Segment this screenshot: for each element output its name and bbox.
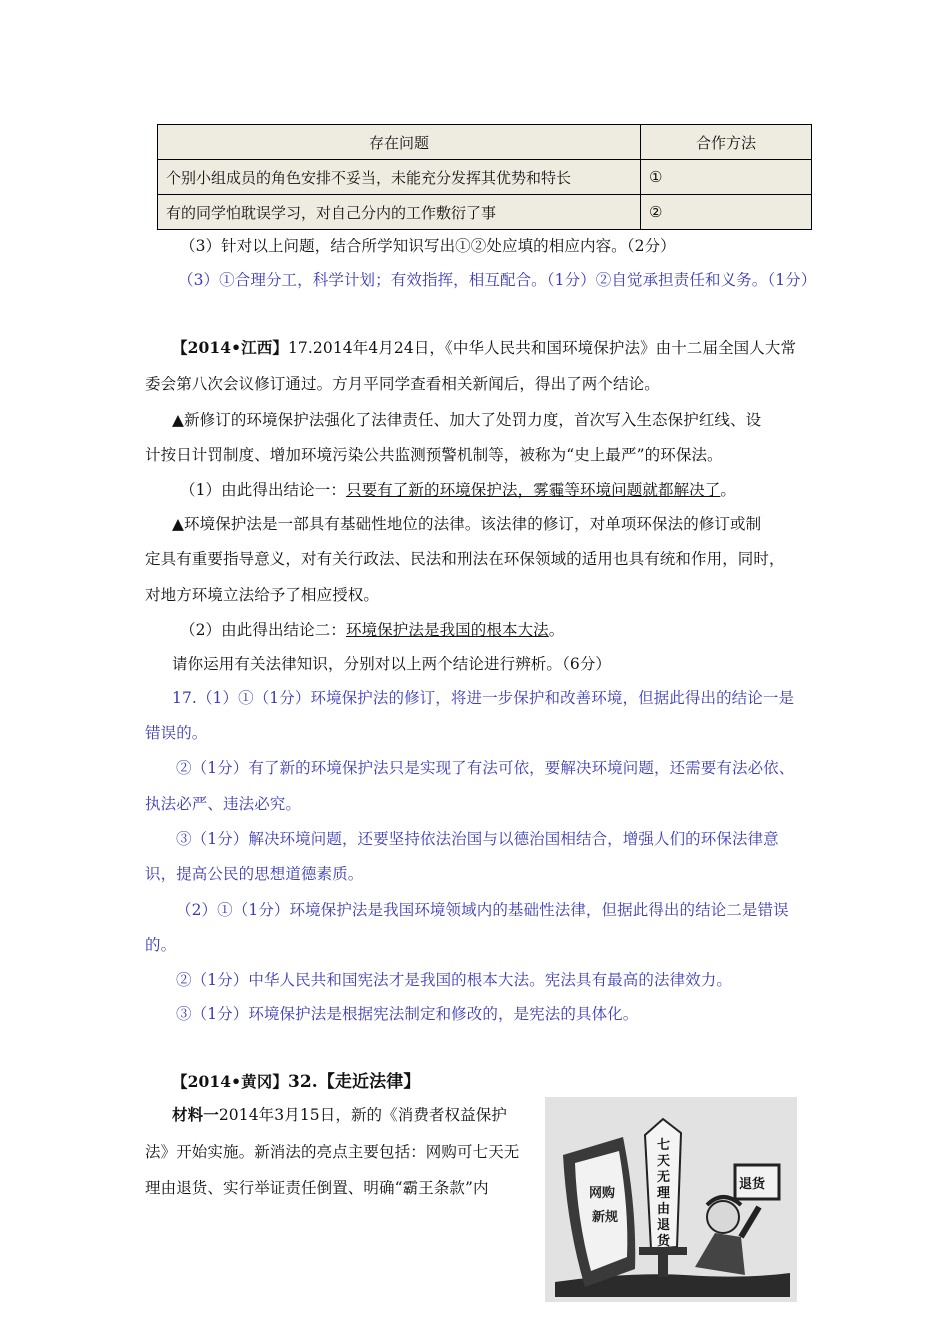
jx-question-line2: 委会第八次会议修订通过。方月平同学查看相关新闻后，得出了两个结论。 (145, 375, 660, 393)
hg-material1-label: 材料一 (172, 1105, 219, 1124)
sword-char: 由 (657, 1202, 671, 1217)
hg-material1-line3: 理由退货、实行举证责任倒置、明确“霸王条款”内 (145, 1179, 489, 1197)
jx-conclusion1: （1）由此得出结论一：只要有了新的环境保护法，雾霾等环境问题就都解决了。 (180, 481, 736, 499)
jx-answer-2b: 执法必严、违法必究。 (145, 795, 302, 813)
jx-answer-3: ③（1分）解决环境问题，还要坚持依法治国与以德治国相结合，增强人们的环保法律意 (176, 830, 779, 848)
sword-char: 货 (657, 1234, 671, 1249)
jx-answer-1b: 错误的。 (145, 724, 208, 742)
sword-char: 退 (657, 1218, 671, 1233)
hg-material1-line2: 法》开始实施。新消法的亮点主要包括：网购可七天无 (145, 1143, 520, 1161)
table-header-method: 合作方法 (641, 125, 812, 160)
consumer-law-cartoon (545, 1097, 797, 1302)
hg-material1-line1: 材料一2014年3月15日，新的《消费者权益保护 (172, 1105, 507, 1124)
cartoon-shield-text-b: 新规 (592, 1210, 619, 1225)
q3-answer: （3）①合理分工，科学计划；有效指挥，相互配合。（1分）②自觉承担责任和义务。（1分） (178, 271, 817, 289)
table-header-problem: 存在问题 (158, 125, 641, 160)
jx-para1-line2: 计按日计罚制度、增加环境污染公共监测预警机制等，被称为“史上最严”的环保法。 (145, 446, 723, 464)
jx-answer-4: （2）①（1分）环境保护法是我国环境领域内的基础性法律，但据此得出的结论二是错误 (176, 901, 789, 919)
jx-answer-2: ②（1分）有了新的环境保护法只是实现了有法可依，要解决环境问题，还需要有法必依、 (176, 759, 795, 777)
sword-char: 天 (657, 1154, 671, 1169)
table-cell: ② (641, 195, 812, 230)
jx-para2-line3: 对地方环境立法给予了相应授权。 (145, 586, 380, 604)
sword-char: 理 (657, 1186, 671, 1201)
jx-conclusion2-underlined: 环境保护法是我国的根本大法 (345, 621, 549, 639)
table-row (158, 195, 812, 230)
cartoon-sword-text (657, 1138, 675, 1249)
jx-answer-4b: 的。 (145, 936, 177, 954)
jx-para1-line1: ▲新修订的环境保护法强化了法律责任、加大了处罚力度，首次写入生态保护红线、设 (172, 411, 762, 429)
table-cell: ① (641, 160, 812, 195)
sword-char: 七 (657, 1138, 671, 1153)
jx-answer-3b: 识，提高公民的思想道德素质。 (145, 865, 364, 883)
table-cell: 有的同学怕耽误学习，对自己分内的工作敷衍了事 (158, 195, 641, 230)
jx-conclusion2: （2）由此得出结论二：环境保护法是我国的根本大法。 (180, 621, 565, 639)
table-header-row (158, 125, 812, 160)
jx-para2-line2: 定具有重要指导意义，对有关行政法、民法和刑法在环保领域的适用也具有统和作用，同时， (145, 550, 785, 568)
cartoon-shield-text-a: 网购 (589, 1186, 616, 1201)
cartoon-illustration (545, 1097, 797, 1302)
jx-question-line1: 【2014•江西】17.2014年4月24日，《中华人民共和国环境保护法》由十二届全国人大常 (172, 338, 797, 357)
table-cell: 个别小组成员的角色安排不妥当，未能充分发挥其优势和特长 (158, 160, 641, 195)
jx-conclusion1-underlined: 只要有了新的环境保护法，雾霾等环境问题就都解决了 (345, 481, 721, 499)
jx-source-tag: 【2014•江西】 (172, 338, 288, 357)
problems-table (157, 124, 812, 230)
table-row (158, 160, 812, 195)
jx-ask: 请你运用有关法律知识，分别对以上两个结论进行辨析。（6分） (172, 655, 612, 673)
jx-para2-line1: ▲环境保护法是一部具有基础性地位的法律。该法律的修订，对单项环保法的修订或制 (172, 515, 762, 533)
hg-source-tag: 【2014•黄冈】 (172, 1072, 288, 1091)
q3-question: （3）针对以上问题，结合所学知识写出①②处应填的相应内容。（2分） (180, 237, 676, 255)
cartoon-sign-text: 退货 (739, 1177, 766, 1192)
hg-title: 32.【走近法律】 (287, 1072, 421, 1092)
hg-heading (172, 1067, 420, 1092)
jx-answer-5: ②（1分）中华人民共和国宪法才是我国的根本大法。宪法具有最高的法律效力。 (176, 971, 732, 989)
jx-answer-1: 17.（1）①（1分）环境保护法的修订，将进一步保护和改善环境，但据此得出的结论一是 (172, 689, 795, 707)
jx-answer-6: ③（1分）环境保护法是根据宪法制定和修改的，是宪法的具体化。 (176, 1005, 639, 1023)
sword-char: 无 (657, 1170, 671, 1185)
